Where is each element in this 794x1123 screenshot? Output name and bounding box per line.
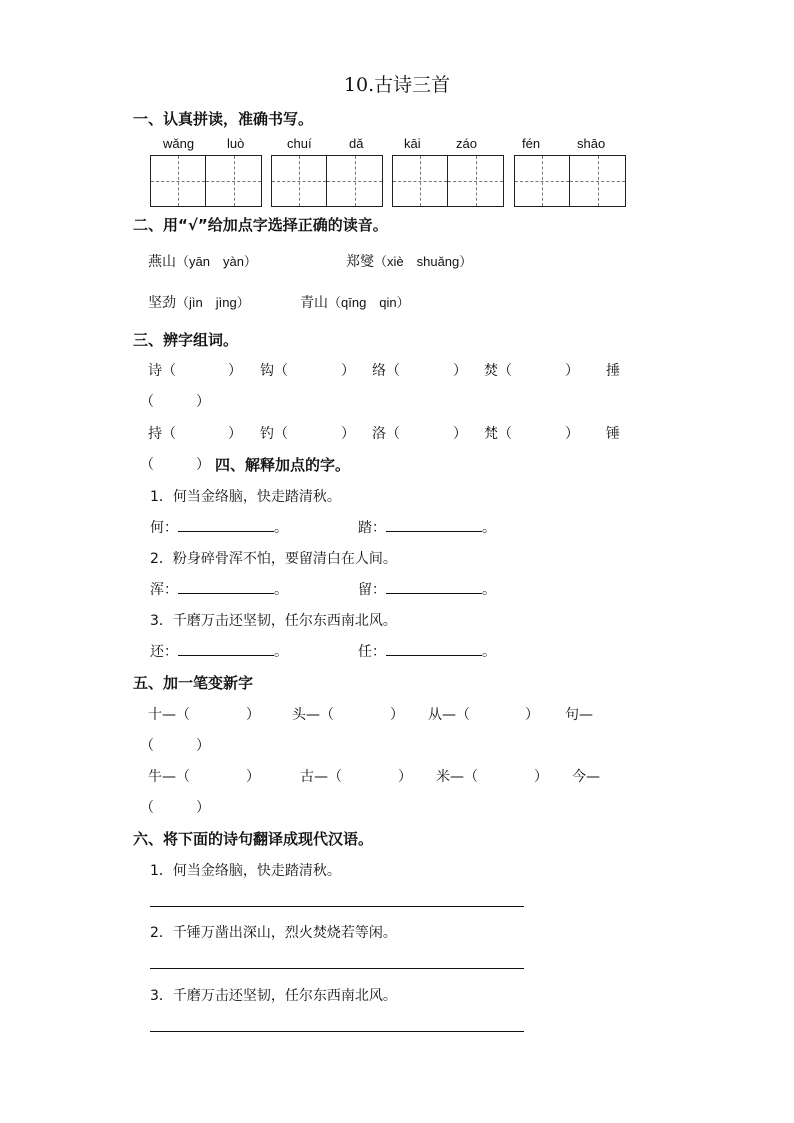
writing-grid[interactable]: [271, 155, 383, 207]
new-char-close: ）: [246, 769, 260, 785]
new-char-open: 牛—（: [148, 769, 190, 785]
new-char-wrap[interactable]: （ ）: [140, 738, 210, 754]
reading-word: 青山: [300, 295, 328, 311]
new-char-open: 从—（: [428, 707, 470, 723]
word-pair-open: 洛（: [372, 426, 400, 442]
answer-blank[interactable]: [386, 517, 482, 532]
word-pair-open: 持（: [148, 426, 176, 442]
section-3-heading: 三、辨字组词。: [133, 331, 239, 349]
word-pair-open: 诗（: [148, 363, 176, 379]
answer-blank[interactable]: [178, 517, 274, 532]
pinyin-label: chuí: [287, 136, 312, 151]
answer-label: 何：: [150, 520, 178, 536]
answer-period: 。: [274, 644, 288, 660]
translate-question-2: 2．千锤万凿出深山，烈火焚烧若等闲。: [150, 925, 397, 941]
answer-label: 浑：: [150, 582, 178, 598]
pinyin-label: wǎng: [163, 136, 195, 151]
word-pair-open: 梵（: [484, 426, 512, 442]
pinyin-label: dǎ: [349, 136, 364, 151]
reading-options[interactable]: （qīng qin）: [328, 295, 410, 310]
translate-question-1: 1．何当金络脑，快走踏清秋。: [150, 863, 341, 879]
answer-line: [358, 517, 496, 537]
word-pair-close: ）: [341, 426, 355, 442]
answer-label: 踏：: [358, 520, 386, 536]
answer-line: [150, 641, 288, 661]
new-char-wrap[interactable]: （ ）: [140, 800, 210, 816]
question-3: 3．千磨万击还坚韧，任尔东西南北风。: [150, 613, 397, 629]
translation-answer-line[interactable]: [150, 968, 524, 969]
new-char-close: ）: [398, 769, 412, 785]
reading-options[interactable]: （xiè shuǎng）: [374, 254, 473, 269]
pinyin-label: záo: [456, 136, 477, 151]
pinyin-label: luò: [227, 136, 245, 151]
section-5-heading: 五、加一笔变新字: [133, 674, 254, 692]
word-pair-close: ）: [565, 426, 579, 442]
writing-cell[interactable]: [448, 156, 503, 206]
writing-cell[interactable]: [151, 156, 206, 206]
question-2: 2．粉身碎骨浑不怕，要留清白在人间。: [150, 551, 397, 567]
new-char-open: 古—（: [300, 769, 342, 785]
answer-blank[interactable]: [178, 579, 274, 594]
reading-options[interactable]: （jìn jìng）: [176, 295, 250, 310]
question-1: 1．何当金络脑，快走踏清秋。: [150, 489, 341, 505]
answer-line: [150, 517, 288, 537]
reading-word: 郑燮: [346, 254, 374, 270]
word-pair-open: 焚（: [484, 363, 512, 379]
answer-line: [150, 579, 288, 599]
reading-item: [148, 251, 257, 271]
translation-answer-line[interactable]: [150, 1031, 524, 1032]
writing-cell[interactable]: [515, 156, 570, 206]
writing-cell[interactable]: [393, 156, 448, 206]
section-6-heading: 六、将下面的诗句翻译成现代汉语。: [133, 830, 374, 848]
reading-item: [148, 292, 250, 312]
writing-grid[interactable]: [150, 155, 262, 207]
word-pair-char: 捶: [606, 363, 620, 379]
word-pair-open: 钩（: [260, 363, 288, 379]
word-pair-close: ）: [453, 363, 467, 379]
answer-blank[interactable]: [386, 641, 482, 656]
new-char-open: 十—（: [148, 707, 190, 723]
word-pair-char: 锤: [606, 426, 620, 442]
word-pair-close: ）: [228, 426, 242, 442]
pinyin-label: shāo: [577, 136, 606, 151]
word-pair-open: 钓（: [260, 426, 288, 442]
new-char-open: 头—（: [292, 707, 334, 723]
answer-period: 。: [482, 582, 496, 598]
answer-label: 留：: [358, 582, 386, 598]
answer-blank[interactable]: [178, 641, 274, 656]
reading-word: 燕山: [148, 254, 176, 270]
word-pair-close: ）: [341, 363, 355, 379]
answer-line: [358, 579, 496, 599]
answer-period: 。: [274, 520, 288, 536]
writing-cell[interactable]: [272, 156, 327, 206]
new-char-close: ）: [246, 707, 260, 723]
pinyin-label: fén: [522, 136, 541, 151]
new-char-close: ）: [390, 707, 404, 723]
answer-period: 。: [482, 520, 496, 536]
answer-blank[interactable]: [386, 579, 482, 594]
writing-cell[interactable]: [570, 156, 625, 206]
word-pair-close: ）: [453, 426, 467, 442]
reading-options[interactable]: （yān yàn）: [176, 254, 257, 269]
page-title: 10.古诗三首: [343, 74, 451, 96]
answer-label: 任：: [358, 644, 386, 660]
translation-answer-line[interactable]: [150, 906, 524, 907]
writing-cell[interactable]: [327, 156, 382, 206]
translate-question-3: 3．千磨万击还坚韧，任尔东西南北风。: [150, 988, 397, 1004]
writing-grid[interactable]: [392, 155, 504, 207]
reading-item: [346, 251, 472, 271]
word-pair-close: ）: [228, 363, 242, 379]
section-4-heading: 四、解释加点的字。: [215, 456, 351, 474]
pinyin-label: kāi: [404, 136, 421, 151]
word-pair-wrap[interactable]: （ ）: [140, 394, 210, 410]
new-char-open: 米—（: [436, 769, 478, 785]
word-pair-close: ）: [565, 363, 579, 379]
reading-item: [300, 292, 410, 312]
word-pair-wrap[interactable]: （ ）: [140, 457, 210, 473]
new-char-open: 句—: [565, 707, 593, 723]
word-pair-open: 络（: [372, 363, 400, 379]
new-char-close: ）: [525, 707, 539, 723]
answer-line: [358, 641, 496, 661]
reading-word: 坚劲: [148, 295, 176, 311]
section-1-heading: 一、认真拼读，准确书写。: [133, 110, 314, 128]
new-char-close: ）: [534, 769, 548, 785]
new-char-open: 今—: [572, 769, 600, 785]
section-2-heading: 二、用“√”给加点字选择正确的读音。: [133, 216, 388, 234]
writing-cell[interactable]: [206, 156, 261, 206]
writing-grid[interactable]: [514, 155, 626, 207]
answer-period: 。: [274, 582, 288, 598]
answer-period: 。: [482, 644, 496, 660]
answer-label: 还：: [150, 644, 178, 660]
